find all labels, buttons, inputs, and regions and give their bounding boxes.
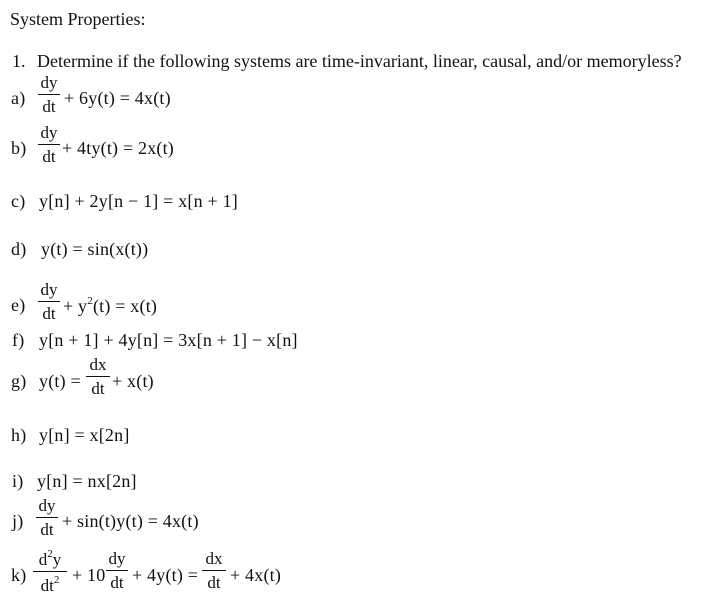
item-b-denominator: dt [42, 147, 56, 166]
item-e-fraction [38, 281, 60, 322]
item-k-fraction-2-numerator: dy [108, 549, 126, 568]
item-k-fraction-1-denominator: $dt^2$ [40, 574, 60, 595]
fraction-bar [38, 94, 60, 95]
item-e-exponent: 2 [87, 295, 93, 307]
item-a-numerator: dy [40, 73, 58, 92]
item-k-label: k) [11, 565, 27, 585]
item-j-fraction [36, 497, 58, 538]
item-k-fraction-1 [33, 549, 67, 594]
item-k-term-1: + 10 [72, 565, 106, 585]
item-e-numerator: dy [40, 280, 58, 299]
item-e-part2: (t) = x(t) [92, 296, 158, 316]
fraction-bar [38, 144, 60, 145]
item-a-fraction [38, 74, 60, 115]
fraction-bar [106, 570, 128, 571]
section-heading: System Properties: [10, 9, 146, 29]
item-b-numerator: dy [40, 123, 58, 142]
fraction-bar [86, 376, 110, 377]
item-k-fraction-2 [106, 550, 128, 591]
item-c-label: c) [11, 191, 26, 211]
item-b-expression: + 4ty(t) = 2x(t) [62, 138, 174, 158]
fraction-bar [38, 301, 60, 302]
fraction-bar [36, 517, 58, 518]
item-a-denominator: dt [42, 97, 56, 116]
item-g-label: g) [11, 371, 27, 391]
item-g-expression: + x(t) [112, 371, 154, 391]
item-i-label: i) [12, 471, 24, 491]
item-e-label: e) [11, 295, 26, 315]
item-a-label: a) [11, 88, 26, 108]
item-j-denominator: dt [40, 520, 54, 539]
item-g-fraction [86, 356, 110, 397]
question-number: 1. [12, 51, 26, 71]
item-e-part1: + y [63, 296, 88, 316]
fraction-bar [202, 570, 226, 571]
item-h-expression: y[n] = x[2n] [39, 425, 130, 445]
item-k-fraction-3-denominator: dt [207, 573, 221, 592]
item-g-lhs: y(t) = [39, 371, 81, 391]
item-f-label: f) [12, 330, 25, 350]
item-e-expression [63, 296, 157, 315]
item-k-fraction-2-denominator: dt [110, 573, 124, 592]
item-g-numerator: dx [89, 355, 107, 374]
item-i-expression: y[n] = nx[2n] [37, 471, 137, 491]
item-c-expression: y[n] + 2y[n − 1] = x[n + 1] [39, 191, 238, 211]
item-j-label: j) [12, 511, 24, 531]
item-k-term-2: + 4y(t) = [132, 565, 199, 585]
item-k-fraction-3-numerator: dx [205, 549, 223, 568]
item-b-fraction [38, 124, 60, 165]
item-b-label: b) [11, 138, 27, 158]
fraction-bar [33, 571, 67, 572]
item-k-fraction-3 [202, 550, 226, 591]
item-f-expression: y[n + 1] + 4y[n] = 3x[n + 1] − x[n] [39, 330, 298, 350]
item-e-denominator: dt [42, 304, 56, 323]
item-g-denominator: dt [91, 379, 105, 398]
item-k-term-3: + 4x(t) [230, 565, 282, 585]
item-a-expression: + 6y(t) = 4x(t) [64, 88, 171, 108]
item-j-numerator: dy [38, 496, 56, 515]
item-j-expression: + sin(t)y(t) = 4x(t) [62, 511, 199, 531]
item-k-fraction-1-numerator: $d^2y$ [38, 548, 62, 569]
item-h-label: h) [11, 425, 27, 445]
item-d-label: d) [11, 239, 27, 259]
question-text: Determine if the following systems are time-invariant, linear, causal, and/or memoryless? [37, 51, 682, 71]
item-d-expression: y(t) = sin(x(t)) [41, 239, 149, 259]
